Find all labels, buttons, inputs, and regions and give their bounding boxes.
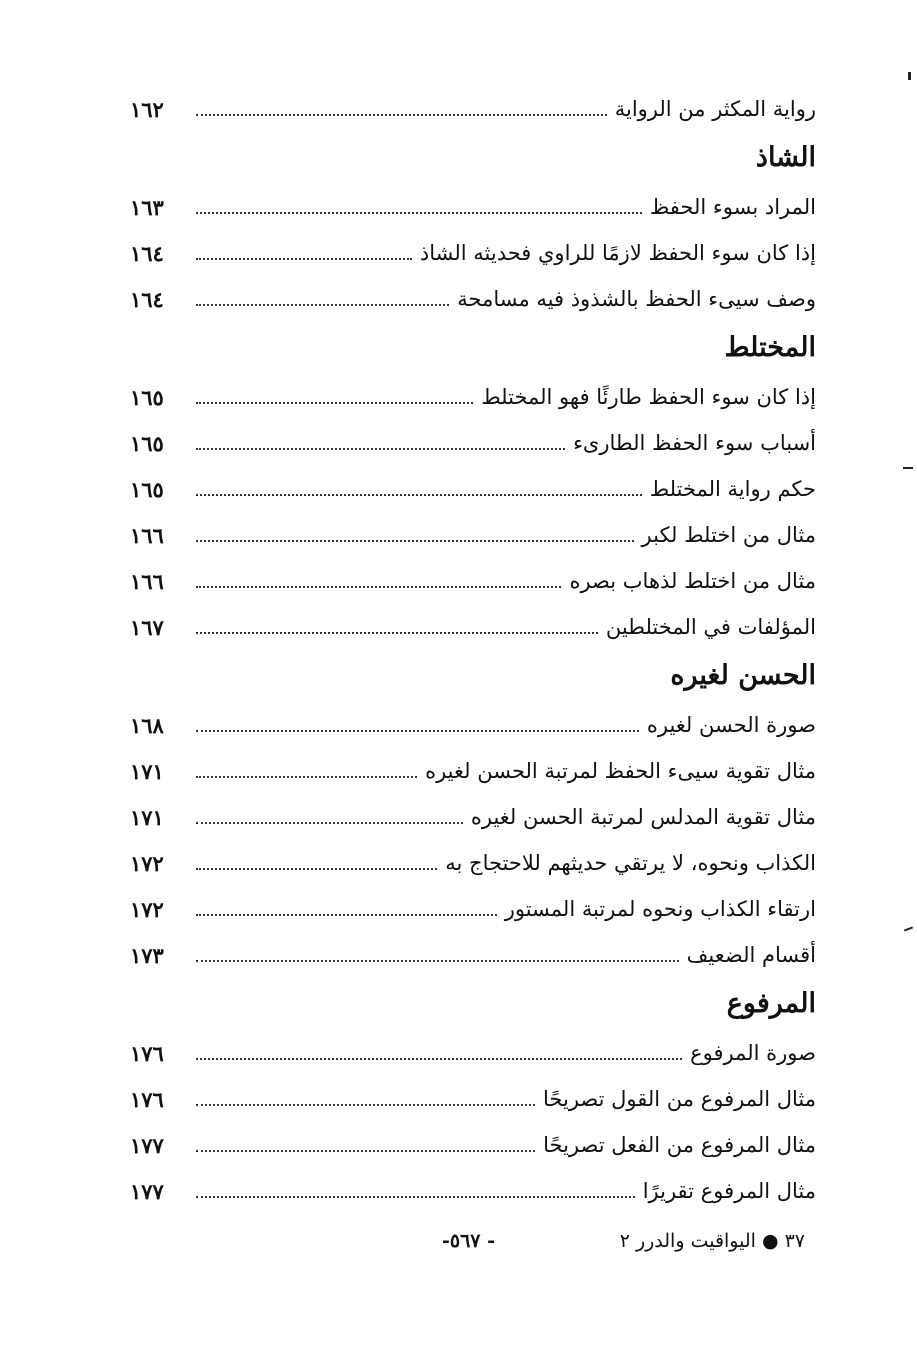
entry-page-number: ١٧٧: [130, 1132, 164, 1158]
entry-page-number: ١٦٦: [130, 522, 164, 548]
entry-title: المراد بسوء الحفظ: [649, 195, 816, 219]
dot-leader: [196, 258, 412, 260]
dot-leader: [196, 1150, 535, 1152]
entry-page-number: ١٦٢: [130, 96, 164, 122]
entry-page-number: ١٦٥: [130, 476, 164, 502]
entry-page-number: ١٦٨: [130, 712, 164, 738]
dot-leader: [196, 1104, 535, 1106]
toc-entry: [130, 184, 820, 230]
entry-title: إذا كان سوء الحفظ لازمًا للراوي فحديثه الشاذ: [419, 241, 816, 265]
entry-page-number: ١٦٥: [130, 430, 164, 456]
entry-title: مثال المرفوع من الفعل تصريحًا: [543, 1133, 816, 1157]
entry-title: مثال من اختلط لكبر: [641, 523, 816, 547]
entry-title: المؤلفات في المختلطين: [605, 615, 816, 639]
entry-page-number: ١٧٦: [130, 1040, 164, 1066]
entry-title: حكم رواية المختلط: [649, 477, 816, 501]
entry-title: صورة المرفوع: [690, 1041, 816, 1065]
dot-leader: [196, 1196, 635, 1198]
entry-title: أقسام الضعيف: [686, 943, 816, 967]
toc-entry: [130, 512, 820, 558]
entry-page-number: ١٦٧: [130, 614, 164, 640]
dot-leader: [196, 960, 679, 962]
section-heading: المختلط: [724, 332, 816, 363]
toc-entry: [130, 794, 820, 840]
entry-page-number: ١٦٣: [130, 194, 164, 220]
section-heading: الشاذ: [755, 142, 816, 173]
dot-leader: [196, 304, 449, 306]
toc-entry: [130, 276, 820, 322]
dot-leader: [196, 730, 639, 732]
toc-entry: [130, 840, 820, 886]
entry-page-number: ١٧١: [130, 804, 164, 830]
entry-page-number: ١٧١: [130, 758, 164, 784]
dot-leader: [196, 776, 417, 778]
dot-leader: [196, 448, 565, 450]
dot-leader: [196, 402, 473, 404]
entry-page-number: ١٦٤: [130, 240, 164, 266]
entry-page-number: ١٧٢: [130, 896, 164, 922]
page-number: - ٥٦٧-: [441, 1230, 495, 1252]
entry-page-number: ١٦٤: [130, 286, 164, 312]
entry-title: مثال المرفوع من القول تصريحًا: [543, 1087, 816, 1111]
margin-mark: [904, 927, 913, 932]
toc-entry: [130, 86, 820, 132]
toc-entry: [130, 1030, 820, 1076]
margin-mark: [908, 72, 911, 80]
entry-title: أسباب سوء الحفظ الطارىء: [573, 431, 816, 455]
entry-title: ارتقاء الكذاب ونحوه لمرتبة المستور: [504, 897, 816, 921]
entry-title: مثال من اختلط لذهاب بصره: [569, 569, 816, 593]
toc-entry: [130, 748, 820, 794]
toc-entry: [130, 1122, 820, 1168]
entry-page-number: ١٦٦: [130, 568, 164, 594]
signature-mark: ٣٧ ● اليواقيت والدرر ٢: [619, 1230, 805, 1252]
dot-leader: [196, 212, 642, 214]
dot-leader: [196, 914, 497, 916]
dot-leader: [196, 114, 607, 116]
entry-title: الكذاب ونحوه، لا يرتقي حديثهم للاحتجاج به: [445, 851, 816, 875]
entry-page-number: ١٧٢: [130, 850, 164, 876]
section-heading: المرفوع: [726, 988, 816, 1019]
toc-entry: [130, 886, 820, 932]
toc-entry: [130, 702, 820, 748]
toc-entry: [130, 230, 820, 276]
entry-page-number: ١٧٦: [130, 1086, 164, 1112]
section-heading: الحسن لغيره: [670, 660, 816, 691]
entry-title: رواية المكثر من الرواية: [614, 97, 816, 121]
dot-leader: [196, 494, 642, 496]
dot-leader: [196, 632, 598, 634]
dot-leader: [196, 868, 437, 870]
entry-page-number: ١٧٧: [130, 1178, 164, 1204]
entry-title: مثال تقوية سيىء الحفظ لمرتبة الحسن لغيره: [425, 759, 816, 783]
entry-title: مثال تقوية المدلس لمرتبة الحسن لغيره: [470, 805, 816, 829]
entry-title: إذا كان سوء الحفظ طارئًا فهو المختلط: [481, 385, 816, 409]
toc-entry: [130, 420, 820, 466]
toc-entry: [130, 1168, 820, 1214]
dot-leader: [196, 1058, 682, 1060]
dot-leader: [196, 586, 561, 588]
toc-entry: [130, 558, 820, 604]
toc-entry: [130, 604, 820, 650]
dot-leader: [196, 540, 634, 542]
toc-entry: [130, 466, 820, 512]
dot-leader: [196, 822, 463, 824]
entry-page-number: ١٧٣: [130, 942, 164, 968]
table-of-contents: [130, 86, 820, 1214]
toc-entry: [130, 1076, 820, 1122]
entry-title: صورة الحسن لغيره: [646, 713, 816, 737]
entry-title: وصف سيىء الحفظ بالشذوذ فيه مسامحة: [457, 287, 816, 311]
toc-entry: [130, 374, 820, 420]
entry-page-number: ١٦٥: [130, 384, 164, 410]
margin-mark: [903, 467, 913, 469]
toc-entry: [130, 932, 820, 978]
entry-title: مثال المرفوع تقريرًا: [642, 1179, 816, 1203]
